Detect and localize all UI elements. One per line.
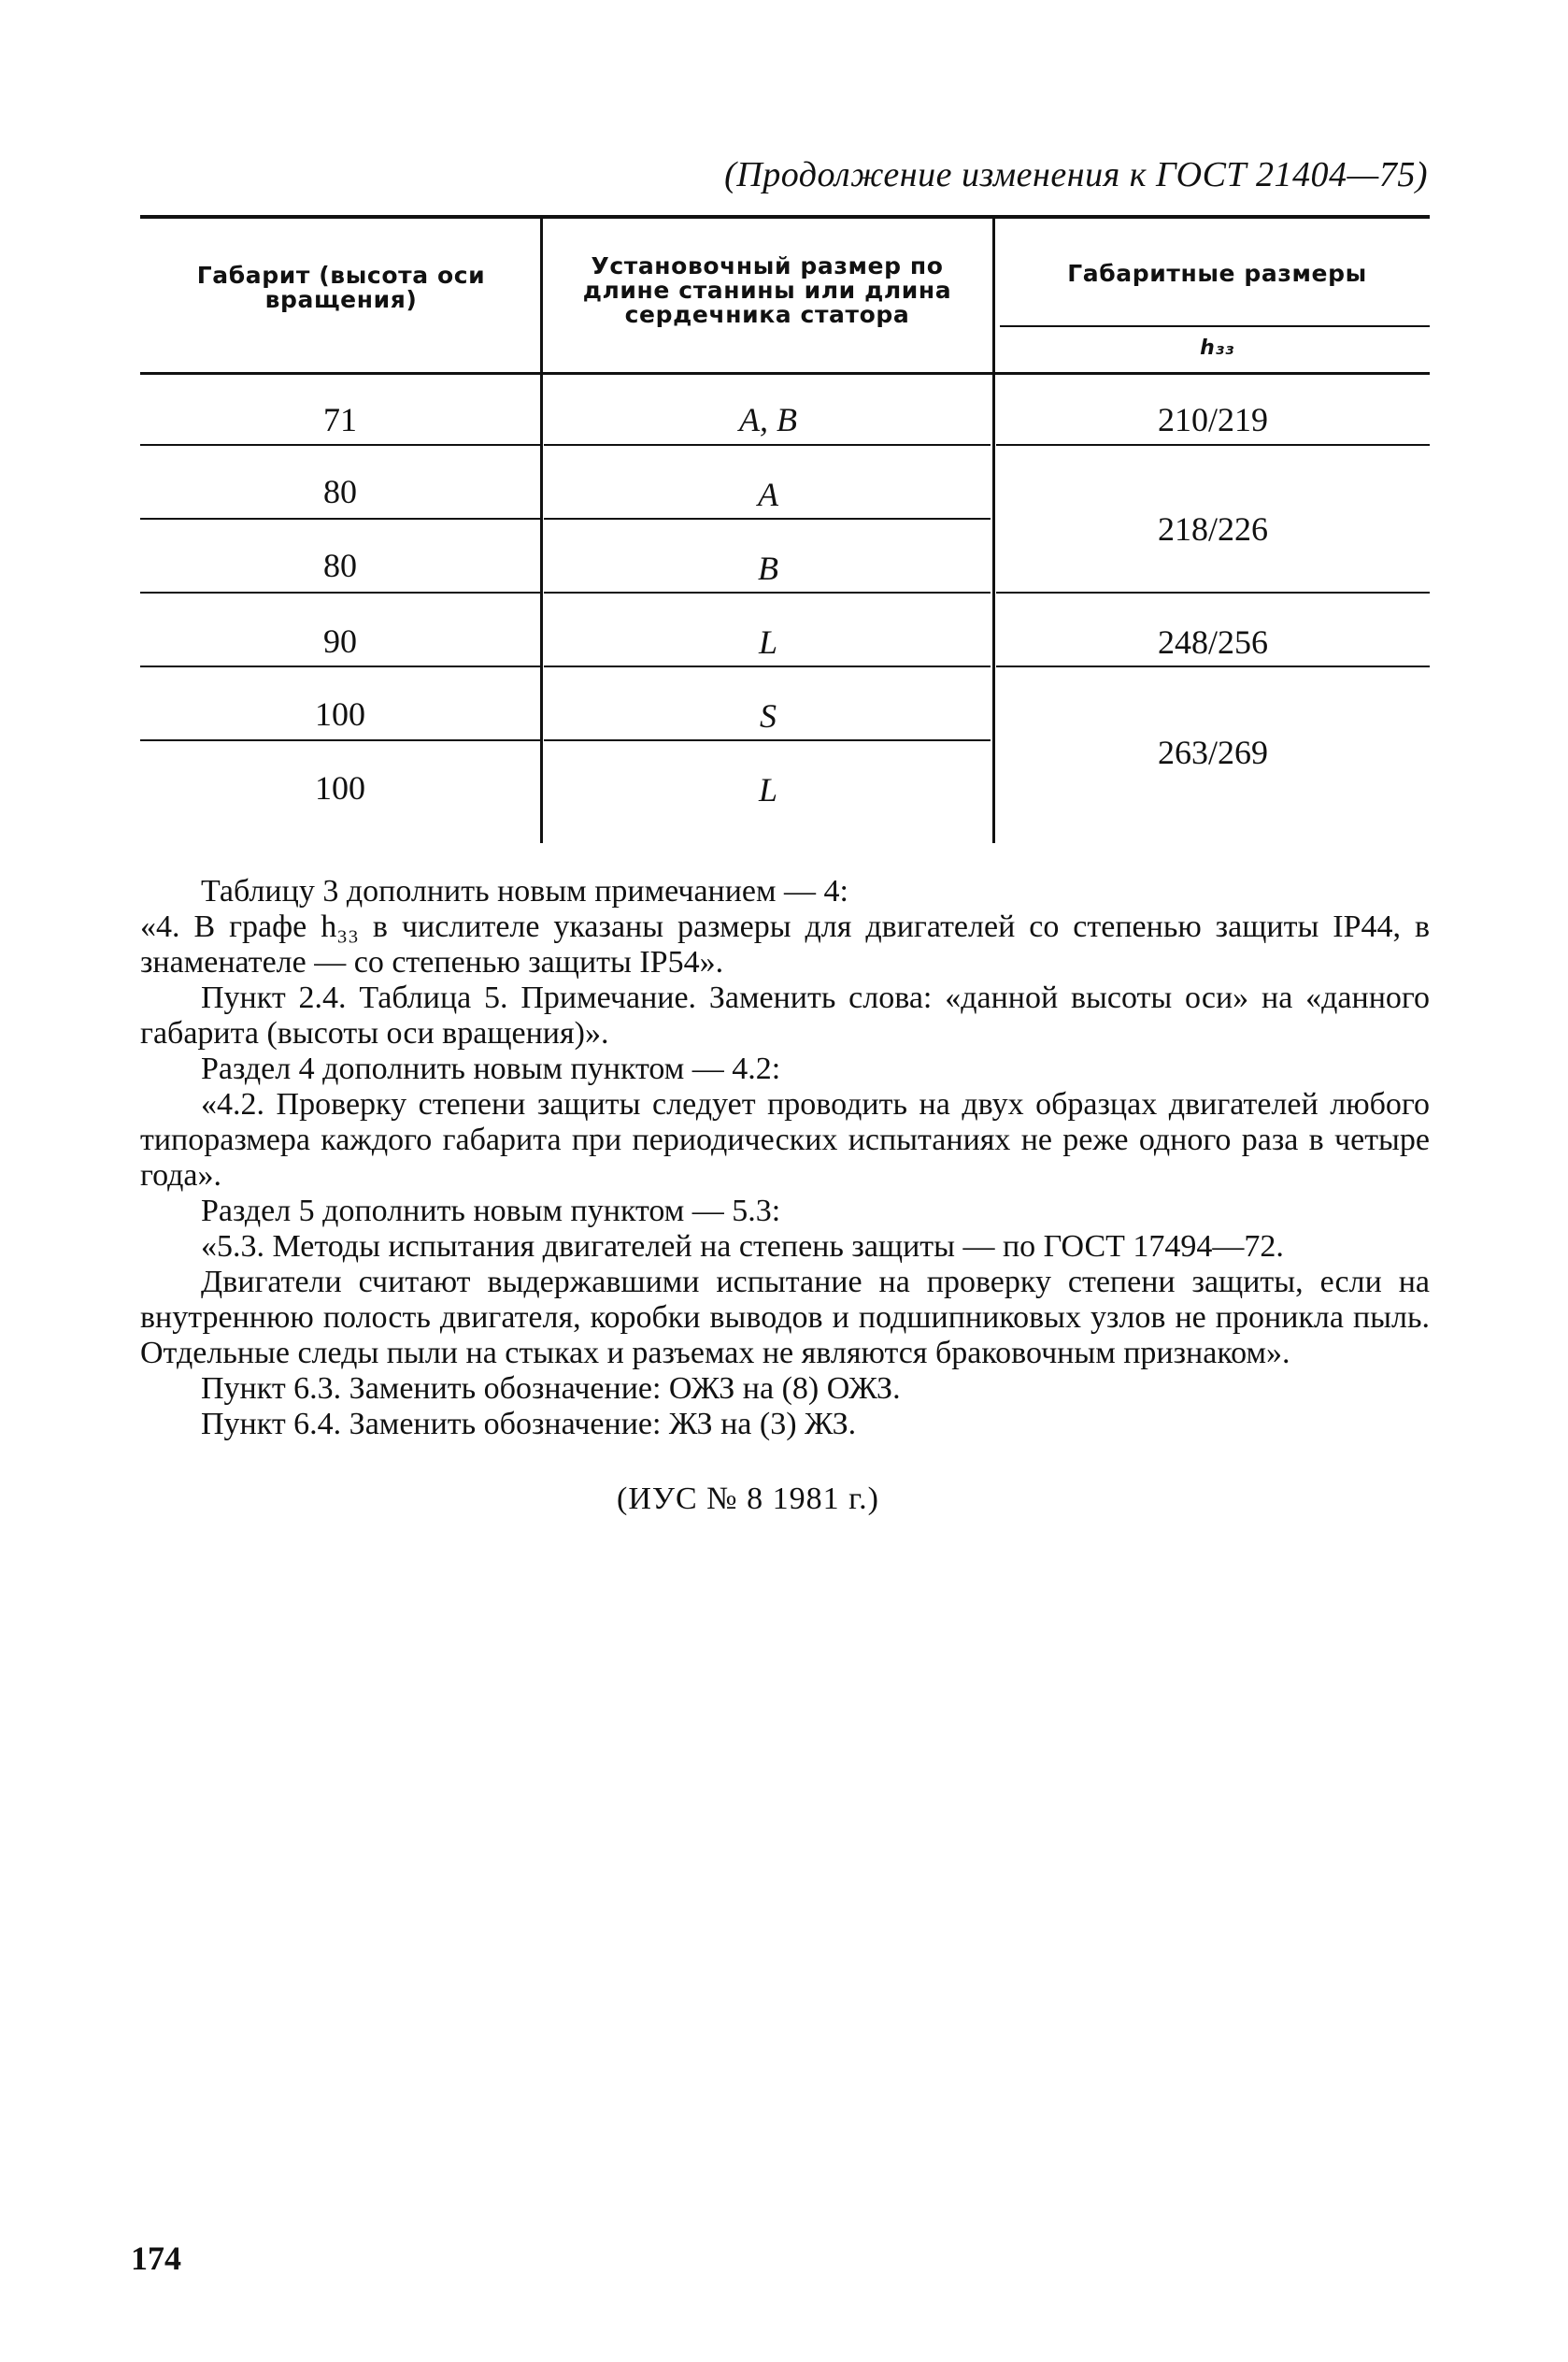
row-rule bbox=[544, 518, 991, 520]
cell-size: 100 bbox=[315, 769, 365, 807]
table-vline-1 bbox=[540, 219, 543, 843]
cell-length: L bbox=[758, 623, 778, 661]
row-rule bbox=[140, 444, 542, 446]
cell-dims: 263/269 bbox=[1157, 734, 1268, 771]
header-length: Установочный размер по длине станины или длина сердечника статора bbox=[582, 252, 952, 328]
paragraph: Пункт 2.4. Таблица 5. Примечание. Заменить слова: «данной высоты оси» на «данного габарита (высоты оси вращения)». bbox=[140, 981, 1430, 1051]
paragraph-text: «4. В графе h₃₃ в числителе указаны размеры для двигателей со степенью защиты IP44, в знаменателе — со степенью защиты IP54». bbox=[140, 909, 1430, 980]
cell-dims: 248/256 bbox=[1157, 623, 1268, 661]
body-text bbox=[140, 874, 1430, 1442]
page-number: 174 bbox=[131, 2240, 181, 2277]
row-rule bbox=[544, 666, 991, 667]
cell-length: B bbox=[758, 550, 778, 587]
col3-sub-rule bbox=[1000, 325, 1430, 327]
table-header-rule bbox=[140, 372, 1430, 375]
row-rule bbox=[544, 592, 991, 594]
row-rule bbox=[140, 666, 542, 667]
source-note: (ИУС № 8 1981 г.) bbox=[617, 1482, 879, 1516]
paragraph: Пункт 6.4. Заменить обозначение: ЖЗ на (3) ЖЗ. bbox=[201, 1407, 857, 1441]
cell-length: A, B bbox=[739, 401, 797, 438]
cell-size: 80 bbox=[323, 473, 357, 510]
cell-size: 100 bbox=[315, 695, 365, 733]
header-dims: Габаритные размеры bbox=[1067, 260, 1367, 287]
row-rule bbox=[544, 739, 991, 741]
paragraph: Таблицу 3 дополнить новым примечанием — 4: bbox=[201, 874, 848, 909]
paragraph: «4.2. Проверку степени защиты следует проводить на двух образцах двигателей любого типоразмера каждого габарита при периодических испытаниях не реже одного раза в четыре года». bbox=[140, 1087, 1430, 1193]
row-rule bbox=[996, 592, 1430, 594]
cell-size: 90 bbox=[323, 623, 357, 660]
cell-dims: 210/219 bbox=[1157, 401, 1268, 438]
row-rule bbox=[544, 444, 991, 446]
paragraph: Двигатели считают выдержавшими испытание на проверку степени защиты, если на внутреннюю полость двигателя, коробки выводов и подшипниковых узлов не проникла пыль. Отдельные следы пыли на стыках и разъемах не являются браковочным признаком». bbox=[140, 1265, 1430, 1370]
cell-length: A bbox=[758, 476, 778, 513]
paragraph: Пункт 6.3. Заменить обозначение: ОЖЗ на (8) ОЖЗ. bbox=[201, 1371, 901, 1406]
row-rule bbox=[996, 444, 1430, 446]
row-rule bbox=[140, 592, 542, 594]
table-vline-2 bbox=[992, 219, 995, 843]
cell-size: 80 bbox=[323, 547, 357, 584]
paragraph: «5.3. Методы испытания двигателей на степень защиты — по ГОСТ 17494—72. bbox=[201, 1229, 1284, 1264]
cell-length: S bbox=[760, 697, 777, 735]
paragraph bbox=[140, 909, 1430, 981]
cell-size: 71 bbox=[323, 401, 357, 438]
running-head: (Продолжение изменения к ГОСТ 21404—75) bbox=[724, 155, 1428, 194]
cell-length: L bbox=[758, 771, 778, 809]
dimensions-table bbox=[140, 215, 1430, 846]
paragraph: Раздел 4 дополнить новым пунктом — 4.2: bbox=[201, 1052, 781, 1086]
cell-dims: 218/226 bbox=[1157, 510, 1268, 548]
table-top-rule bbox=[140, 215, 1430, 219]
header-size: Габарит (высота оси вращения) bbox=[196, 262, 486, 313]
row-rule bbox=[996, 666, 1430, 667]
paragraph: Раздел 5 дополнить новым пунктом — 5.3: bbox=[201, 1194, 781, 1228]
row-rule bbox=[140, 739, 542, 741]
row-rule bbox=[140, 518, 542, 520]
header-h33: h₃₃ bbox=[1200, 336, 1234, 360]
